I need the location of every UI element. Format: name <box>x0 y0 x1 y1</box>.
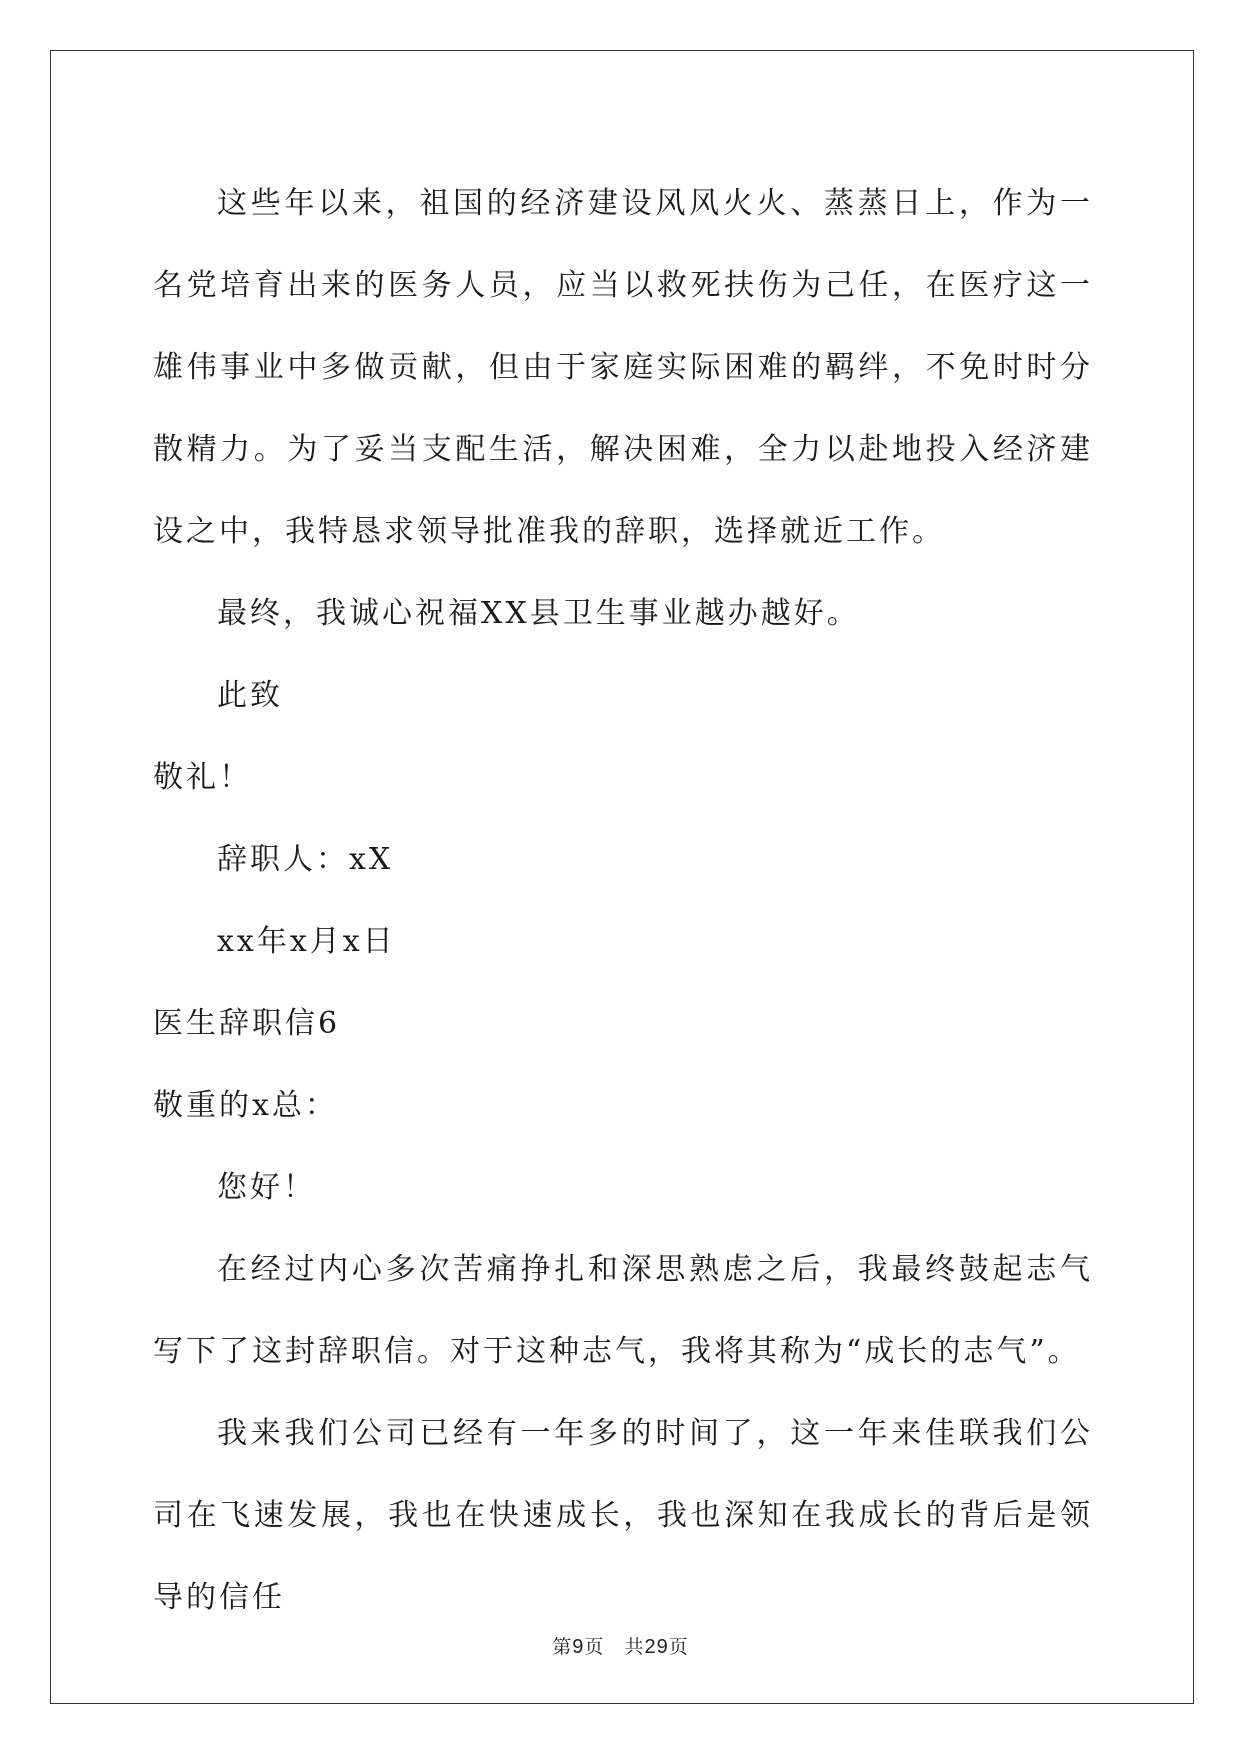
salutation-closing: 此致 <box>217 678 283 713</box>
paragraph-resignation-reason: 这些年以来，祖国的经济建设风风火火、蒸蒸日上，作为一名党培育出来的医务人员，应当以救死扶伤为己任，在医疗这一雄伟事业中多做贡献，但由于家庭实际困难的羁绊，不免时时分散精力。为了妥当支配生活，解决困难，全力以赴地投入经济建设之中，我特恳求领导批准我的辞职，选择就近工作。 <box>153 186 1093 549</box>
date-line: xx年x月x日 <box>217 924 396 959</box>
letter-hello: 您好！ <box>217 1170 316 1205</box>
total-suffix: 页 <box>668 1636 689 1658</box>
paragraph-blessing: 最终，我诚心祝福XX县卫生事业越办越好。 <box>217 596 860 631</box>
current-page-number: 9 <box>572 1636 585 1658</box>
total-page-number: 29 <box>644 1636 669 1658</box>
page-prefix: 第 <box>552 1636 573 1658</box>
salutation-regards: 敬礼！ <box>153 760 252 795</box>
letter-body <box>153 163 1093 1639</box>
paragraph-decision: 在经过内心多次苦痛挣扎和深思熟虑之后，我最终鼓起志气写下了这封辞职信。对于这种志气，我将其称为“成长的志气”。 <box>153 1252 1093 1369</box>
total-prefix: 共 <box>624 1636 645 1658</box>
page-footer <box>0 1632 1241 1659</box>
signature-line: 辞职人：xX <box>217 842 394 877</box>
paragraph-experience: 我来我们公司已经有一年多的时间了，这一年来佳联我们公司在飞速发展，我也在快速成长，我也深知在我成长的背后是领导的信任 <box>153 1416 1093 1615</box>
letter-greeting: 敬重的x总： <box>153 1088 338 1123</box>
page-suffix: 页 <box>584 1636 605 1658</box>
section-title: 医生辞职信6 <box>153 1006 341 1041</box>
